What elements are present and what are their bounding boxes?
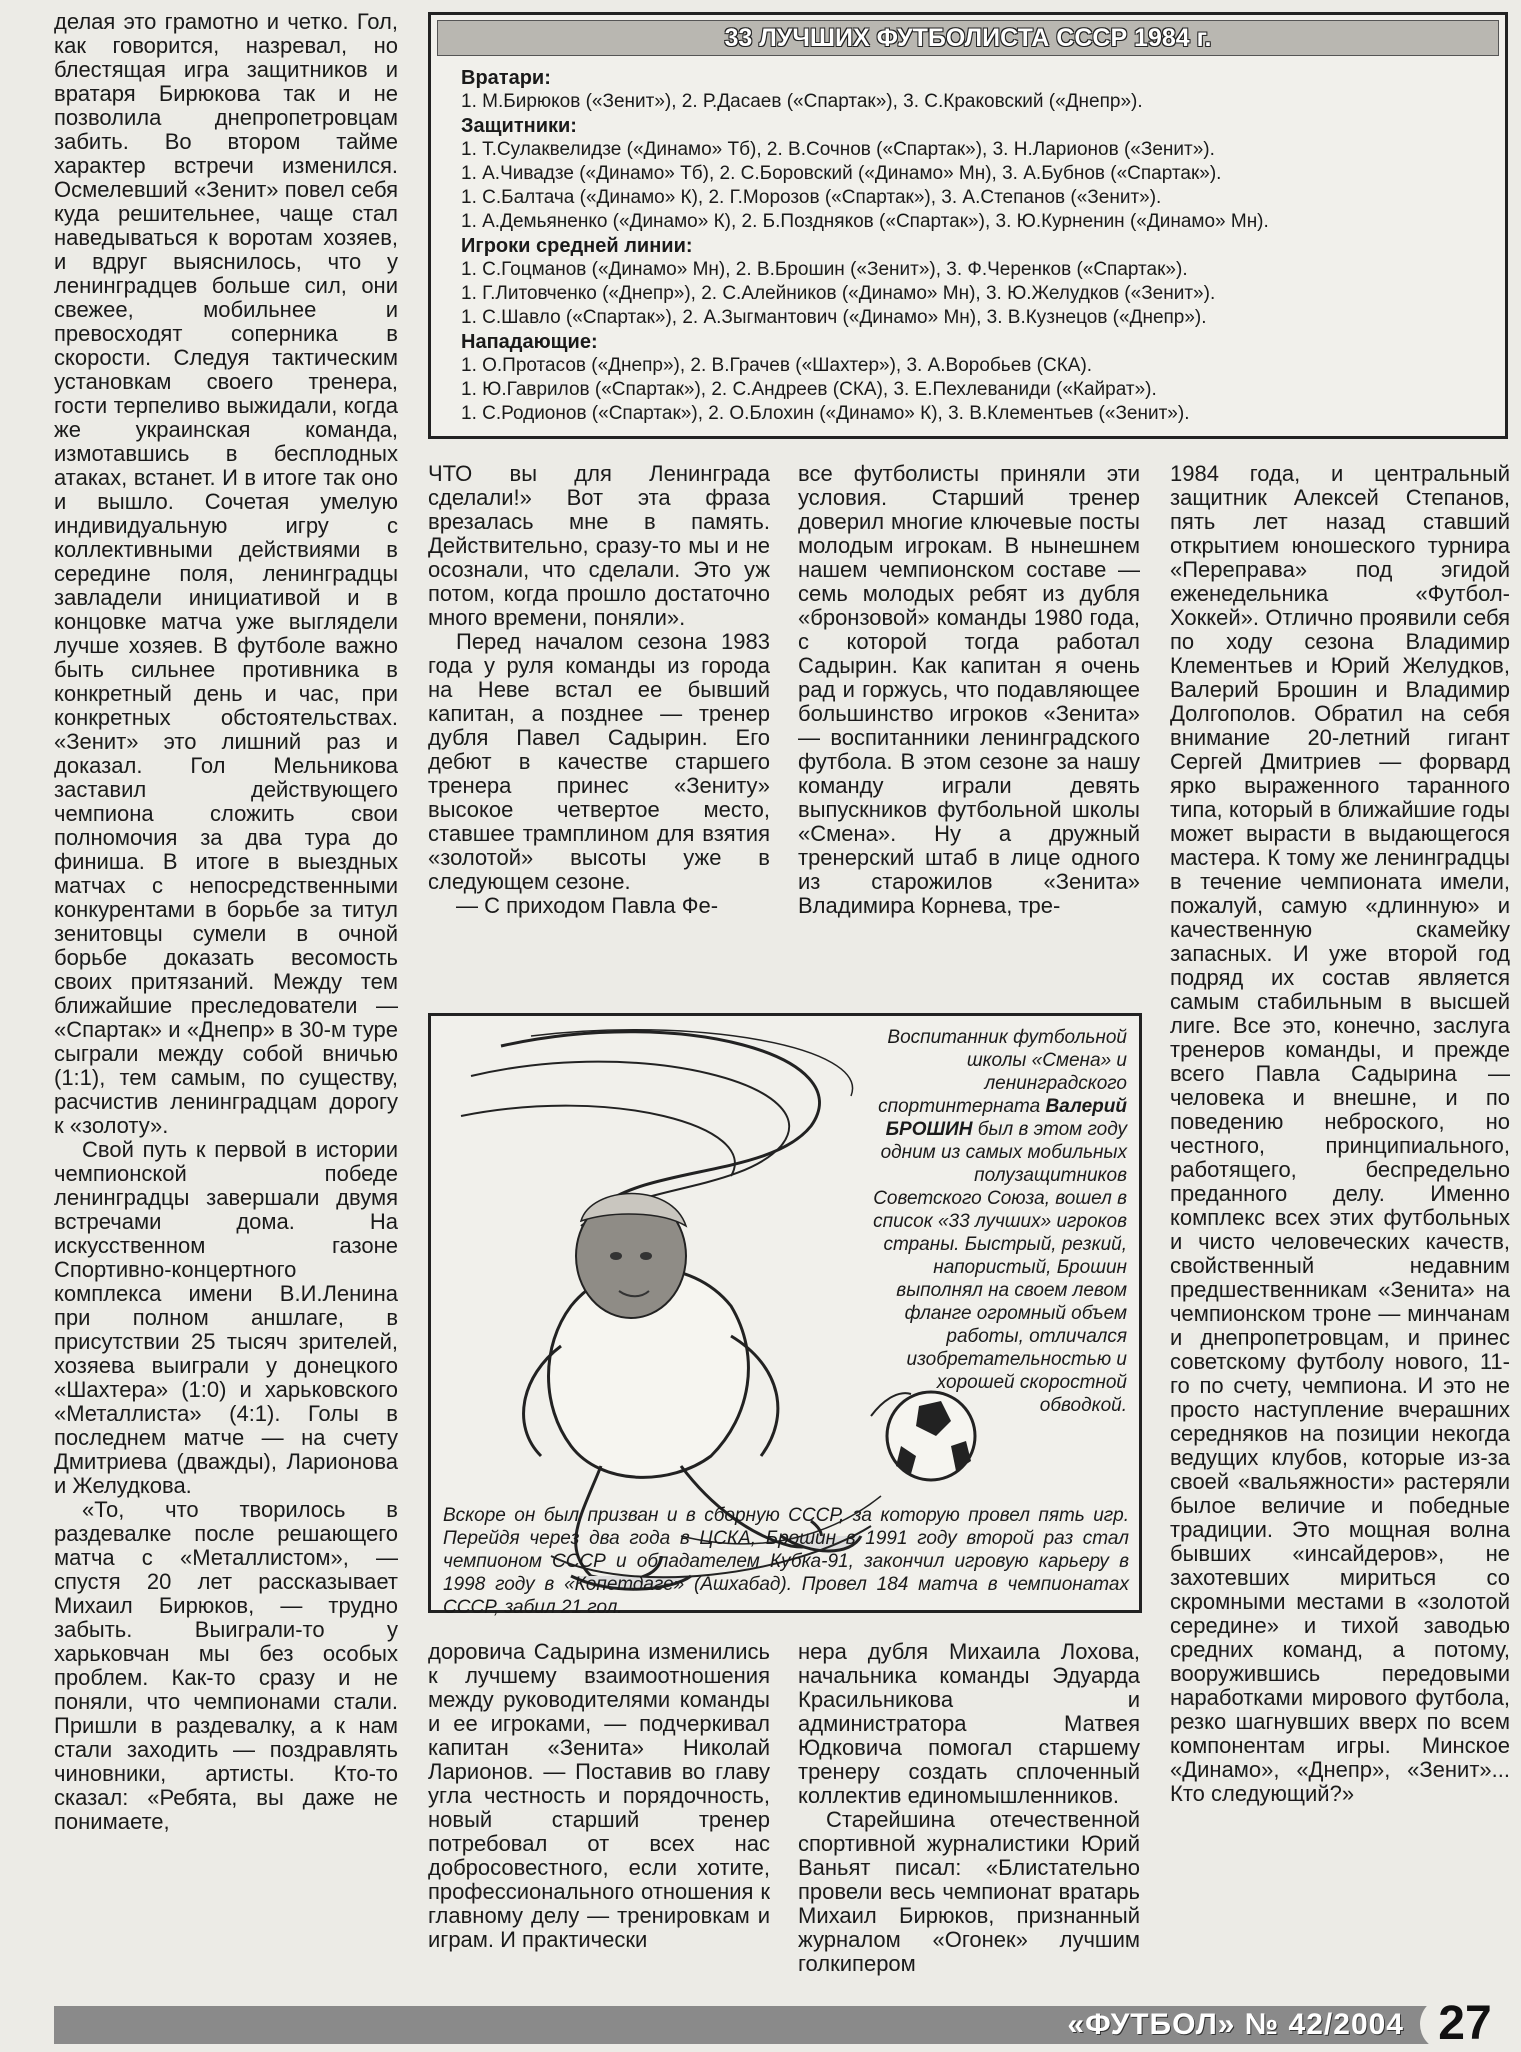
player-caption-name: Валерий БРОШИН (885, 1096, 1127, 1140)
article-column-1 (54, 10, 398, 1995)
ranking-line: 1. С.Шавло («Спартак»), 2. А.Зыгмантович («Динамо» Мн), 3. В.Кузнецов («Днепр»). (461, 307, 1207, 328)
article-paragraph: Старейшина отечественной спортивной журналистики Юрий Ваньят писал: «Блистательно провели весь чемпионат вратарь Михаил Бирюков, признанный журналом «Огонек» лучшим голкипером (798, 1807, 1140, 1976)
ranking-line: 1. О.Протасов («Днепр»), 2. В.Грачев («Шахтер»), 3. А.Воробьев (СКА). (461, 355, 1093, 376)
player-caption-bottom: Вскоре он был призван и в сборную СССР, за которую провел пять игр. Перейдя через два года в ЦСКА, Брошин в 1991 году второй раз стал чемпионом СССР и обладателем Кубка-91, закончил игровую карьеру в 1998 году в «Копетдаге» (Ашхабад). Провел 184 матча в чемпионатах СССР, забил 21 гол. (443, 1505, 1129, 1618)
ranking-line: 1. Г.Литовченко («Днепр»), 2. С.Алейников («Динамо» Мн), 3. Ю.Желудков («Зенит»). (461, 283, 1216, 304)
article-paragraph: ЧТО вы для Ленинграда сделали!» Вот эта фраза врезалась мне в память. Действительно, сразу-то мы и не осознали, что сделали. Это уж потом, когда прошло достаточно много времени, поняли». (428, 462, 770, 630)
article-paragraph: Перед началом сезона 1983 года у руля команды из города на Неве встал ее бывший капитан, а позднее — тренер дубля Павел Садырин. Его дебют в качестве старшего тренера принес «Зениту» высокое четвертое место, ставшее трамплином для взятия «золотой» высоты уже в следующем сезоне. (428, 629, 770, 894)
best-players-box (428, 12, 1508, 439)
best-players-title: 33 ЛУЧШИХ ФУТБОЛИСТА СССР 1984 г. (437, 20, 1499, 56)
ranking-line: 1. Т.Сулаквелидзе («Динамо» Тб), 2. В.Сочнов («Спартак»), 3. Н.Ларионов («Зенит»). (461, 139, 1215, 160)
article-paragraph: Свой путь к первой в истории чемпионской победе ленинградцы завершали двумя встречами дома. На искусственном газоне Спортивно-концертного комплекса имени В.И.Ленина при полном аншлаге, в присутствии 25 тысяч зрителей, хозяева выиграли у донецкого «Шахтера» (1:0) и харьковского «Металлиста» (4:1). Голы в последнем матче — на счету Дмитриева (дважды), Ларионова и Желудкова. (54, 1137, 398, 1498)
ranking-line: 1. С.Балтача («Динамо» К), 2. Г.Морозов («Спартак»), 3. А.Степанов («Зенит»). (461, 187, 1162, 208)
ranking-line: 1. А.Демьяненко («Динамо» К), 2. Б.Поздняков («Спартак»), 3. Ю.Курненин («Динамо» Мн). (461, 211, 1269, 232)
article-column-4 (1170, 462, 1510, 1982)
article-column-2-bottom (428, 1640, 770, 1985)
article-paragraph: «То, что творилось в раздевалке после решающего матча с «Металлистом», — спустя 20 лет рассказывает Михаил Бирюков, — трудно забыть. Выиграли-то у харьковчан мы без особых проблем. Как-то сразу и не поняли, что чемпионами стали. Пришли в раздевалку, а к нам стали заходить — поздравлять чиновники, артисты. Кто-то сказал: «Ребята, вы даже не понимаете, (54, 1497, 398, 1834)
ranking-line: 1. М.Бирюков («Зенит»), 2. Р.Дасаев («Спартак»), 3. С.Краковский («Днепр»). (461, 91, 1143, 112)
article-paragraph: нера дубля Михаила Лохова, начальника команды Эдуарда Красильникова и администратора Матвея Юдковича помогал старшему тренеру создать сплоченный коллектив единомышленников. (798, 1640, 1140, 1808)
ranking-line: 1. С.Гоцманов («Динамо» Мн), 2. В.Брошин («Зенит»), 3. Ф.Черенков («Спартак»). (461, 259, 1188, 280)
article-paragraph: доровича Садырина изменились к лучшему взаимоотношения между руководителями команды и ее игроками, — подчеркивал капитан «Зенита» Николай Ларионов. — Поставив во главу угла честность и порядочность, новый старший тренер потребовал от всех нас добросовестного, если хотите, профессионального отношения к главному делу — тренировкам и играм. И практически (428, 1640, 770, 1952)
player-caption-intro: Воспитанник футбольной школы «Смена» и ленинградского спортинтерната (878, 1027, 1127, 1117)
position-group-label: Нападающие: (461, 331, 598, 353)
article-paragraph: делая это грамотно и четко. Гол, как говорится, назревал, но блестящая игра защитников и вратаря Бирюкова так и не позволила днепропетровцам забить. Во втором тайме характер встречи изменился. Осмелевший «Зенит» повел себя куда решительнее, чаще стал наведываться к воротам хозяев, и вдруг выяснилось, что у ленинградцев больше сил, они свежее, мобильнее и превосходят соперника в скорости. Следуя тактическим установкам своего тренера, гости терпеливо выжидали, когда же украинская команда, измотавшись в бесплодных атаках, встанет. И в итоге так оно и вышло. Сочетая умелую индивидуальную игру с коллективными действиями в середине поля, ленинградцы завладели инициативой и в концовке матча уже выглядели лучше хозяев. В футболе важно быть сильнее противника в конкретный день и час, при конкретных обстоятельствах. «Зенит» это лишний раз и доказал. Гол Мельникова заставил действующего чемпиона сложить свои полномочия за два тура до финиша. В итоге в выездных матчах с непосредственными конкурентами в борьбе за титул зенитовцы сумели в очной борьбе доказать весомость своих притязаний. Между тем ближайшие преследователи — «Спартак» и «Днепр» в 30-м туре сыграли между собой вничью (1:1), тем самым, по существу, расчистив ленинградцам дорогу к «золоту». (54, 10, 398, 1138)
ranking-line: 1. Ю.Гаврилов («Спартак»), 2. С.Андреев (СКА), 3. Е.Пехлеваниди («Кайрат»). (461, 379, 1157, 400)
position-group-label: Игроки средней линии: (461, 235, 693, 257)
article-paragraph: все футболисты приняли эти условия. Старший тренер доверил многие ключевые посты молодым игрокам. В нынешнем нашем чемпионском составе — семь молодых ребят из дубля «бронзовой» команды 1980 года, с которой тогда работал Садырин. Как капитан я очень рад и горжусь, что подавляющее большинство игроков «Зенита» — воспитанники ленинградского футбола. В этом сезоне за нашу команду играли девять выпускников футбольной школы «Смена». Ну а дружный тренерский штаб в лице одного из старожилов «Зенита» Владимира Корнева, тре- (798, 462, 1140, 918)
position-group-label: Вратари: (461, 67, 551, 89)
page-footer (54, 1997, 1492, 2050)
best-players-list (431, 56, 1505, 426)
ranking-line: 1. С.Родионов («Спартак»), 2. О.Блохин («Динамо» К), 3. В.Клементьев («Зенит»). (461, 403, 1190, 424)
article-paragraph: — С приходом Павла Фе- (456, 893, 719, 918)
ranking-line: 1. А.Чивадзе («Динамо» Тб), 2. С.Боровский («Динамо» Мн), 3. А.Бубнов («Спартак»). (461, 163, 1222, 184)
article-column-2-top (428, 462, 770, 990)
article-paragraph: 1984 года, и центральный защитник Алексей Степанов, пять лет назад ставший открытием юношеского турнира «Переправа» под эгидой еженедельника «Футбол-Хоккей». Отлично проявили себя по ходу сезона Владимир Клементьев и Юрий Желудков, Валерий Брошин и Владимир Долгополов. Обратил на себя внимание 20-летний гигант Сергей Дмитриев — форвард ярко выраженного таранного типа, который в ближайшие годы может вырасти в выдающегося мастера. К тому же ленинградцы в течение чемпионата имели, пожалуй, самую «длинную» и качественную скамейку запасных. И уже второй год подряд их состав является самым стабильным в высшей лиге. Все это, конечно, заслуга тренеров команды, и прежде всего Павла Садырина — человека и внешне, и по поведению неброского, но честного, принципиального, работящего, беспредельно преданного делу. Именно комплекс всех этих футбольных и чисто человеческих качеств, свойственный недавним предшественникам «Зенита» на чемпионском троне — минчанам и днепропетровцам, и принес советскому футболу нового, 11-го по счету, чемпиона. И это не просто наступление вчерашних середняков на позиции некогда ведущих клубов, которые из-за своей «вальяжности» растеряли былое величие и победные традиции. Это мощная волна бывших «инсайдеров», не захотевших мириться со скромными местами в «золотой середине» и тихой заводью средних команд, а потому, вооружившись передовыми наработками мирового футбола, резко шагнувших вверх по всем компонентам игры. Минское «Динамо», «Днепр», «Зенит»... Кто следующий?» (1170, 462, 1510, 1806)
article-column-3-top (798, 462, 1140, 990)
player-caption (872, 1026, 1127, 1417)
player-caption-body: был в этом году одним из самых мобильных полузащитников Советского Союза, вошел в список «33 лучших» игроков страны. Быстрый, резкий, напористый, Брошин выполнял на своем левом фланге огромный объем работы, отличался изобретательностью и хорошей скоростной обводкой. (873, 1119, 1127, 1416)
article-column-3-bottom (798, 1640, 1140, 1985)
position-group-label: Защитники: (461, 115, 577, 137)
page-number: 27 (1420, 1997, 1510, 2051)
player-feature-box (428, 1013, 1142, 1618)
magazine-issue: «ФУТБОЛ» № 42/2004 (1067, 2008, 1404, 2041)
